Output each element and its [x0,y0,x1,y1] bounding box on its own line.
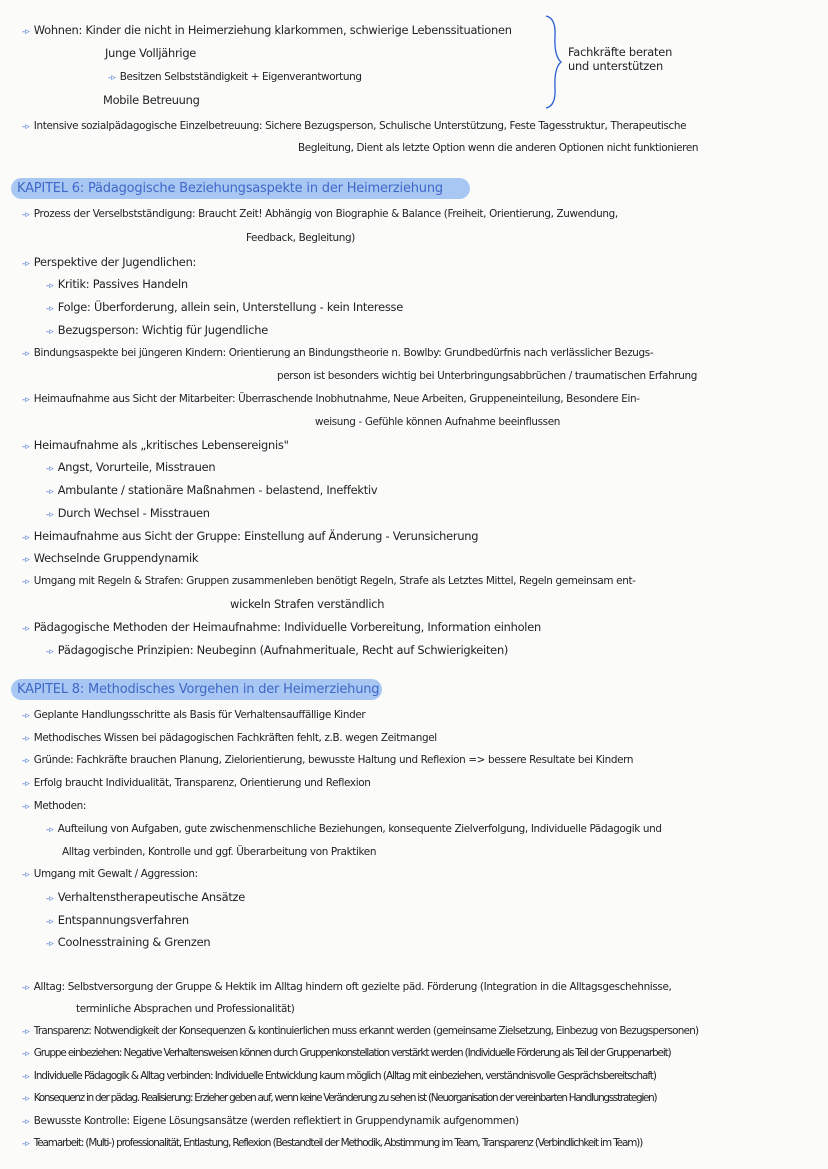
k8-line [22,980,671,996]
note-text: Kritik: Passives Handeln [57,277,188,291]
note-text: Transparenz: Notwendigkeit der Konsequenzen & kontinuierlichen muss erkannt werden (gemeinsame Zielsetzung, Einbezug von Bezugspersonen) [33,1025,699,1037]
note-text: Wohnen: Kinder die nicht in Heimerziehung klarkommen, schwierige Lebenssituationen [33,23,512,37]
note-text: Angst, Vorurteile, Misstrauen [57,460,216,474]
k6-line [22,438,289,455]
k6-line [46,277,188,294]
k6-line [46,460,215,477]
note-text: Feedback, Begleitung) [246,232,355,244]
k6-line [246,231,355,246]
note-text: Aufteilung von Aufgaben, gute zwischenmenschliche Beziehungen, konsequente Zielverfolgung, Individuelle Pädagogik und [57,823,662,835]
k8-line [22,867,198,883]
k6-line [46,643,508,660]
k8-line [62,845,376,860]
arrow-bullet-icon: -▹ [22,1117,30,1127]
arrow-bullet-icon: -▹ [22,1139,30,1149]
note-text: Durch Wechsel - Misstrauen [57,506,210,520]
arrow-bullet-icon: -▹ [22,983,30,993]
note-text: Bezugsperson: Wichtig für Jugendliche [57,323,268,337]
note-text: Verhaltenstherapeutische Ansätze [57,890,246,904]
arrow-bullet-icon: -▹ [22,395,30,405]
arrow-bullet-icon: -▹ [22,349,30,359]
note-text: wickeln Strafen verständlich [230,597,385,611]
note-text: Teamarbeit: (Multi-) professionalität, Entlastung, Reflexion (Bestandteil der Methodik, Abstimmung im Team, Transparenz (Verbindlichkeit im Team)) [33,1137,643,1149]
arrow-bullet-icon: -▹ [22,1049,30,1059]
arrow-bullet-icon: -▹ [22,442,30,452]
arrow-bullet-icon: -▹ [22,624,30,634]
note-text: Besitzen Selbstständigkeit + Eigenverantwortung [119,71,362,83]
arrow-bullet-icon: -▹ [22,756,30,766]
arrow-bullet-icon: -▹ [22,1094,30,1104]
arrow-bullet-icon: -▹ [46,487,54,497]
brace-note: Fachkräfte beraten und unterstützen [568,45,673,73]
note-text: Bindungsaspekte bei jüngeren Kindern: Orientierung an Bindungstheorie n. Bowlby: Grundbedürfnis nach verlässlicher Bezugs- [33,347,654,359]
note-text: Entspannungsverfahren [57,913,189,927]
arrow-bullet-icon: -▹ [46,327,54,337]
k8-line [46,913,189,930]
k8-line [46,822,662,838]
note-text: Konsequenz in der pädag. Realisierung: Erzieher geben auf, wenn keine Veränderung zu sehen ist (Neuorganisation der vereinbarten Handlungsstrategien) [33,1092,657,1104]
k6-line [230,597,384,612]
note-text: Gründe: Fachkräfte brauchen Planung, Zielorientierung, bewusste Haltung und Reflexion => bessere Resultate bei Kindern [33,754,634,766]
arrow-bullet-icon: -▹ [22,577,30,587]
note-line-junge [105,46,196,61]
note-text: Pädagogische Prinzipien: Neubeginn (Aufnahmerituale, Recht auf Schwierigkeiten) [57,643,509,657]
k8-line [46,935,210,952]
k6-line [22,255,196,272]
note-text: weisung - Gefühle können Aufnahme beeinflussen [315,416,561,428]
k6-line [22,529,478,546]
arrow-bullet-icon: -▹ [22,259,30,269]
note-line-wohnen [22,23,542,40]
k8-line [22,1091,656,1107]
arrow-bullet-icon: -▹ [46,510,54,520]
arrow-bullet-icon: -▹ [22,802,30,812]
note-text: Alltag: Selbstversorgung der Gruppe & Hektik im Alltag hindern oft gezielte päd. Förderung (Integration in die Alltagsgeschehnisse, [33,981,672,993]
arrow-bullet-icon: -▹ [22,711,30,721]
note-text: Begleitung, Dient als letzte Option wenn die anderen Optionen nicht funktionieren [298,142,699,154]
k8-line [22,753,633,769]
k6-line [22,551,198,568]
k6-line [22,620,541,637]
note-text: Heimaufnahme aus Sicht der Mitarbeiter: Überraschende Inobhutnahme, Neue Arbeiten, Gruppeneinteilung, Besondere Ein- [33,393,640,405]
k8-line [22,708,365,724]
arrow-bullet-icon: -▹ [22,1072,30,1082]
arrow-bullet-icon: -▹ [46,281,54,291]
note-text: Geplante Handlungsschritte als Basis für Verhaltensauffällige Kinder [33,709,366,721]
k8-line [22,1114,519,1130]
arrow-bullet-icon: -▹ [22,779,30,789]
note-line-intensive [22,119,686,135]
curly-brace-icon [542,12,564,112]
note-text: Folge: Überforderung, allein sein, Unterstellung - kein Interesse [57,300,403,314]
arrow-bullet-icon: -▹ [22,210,30,220]
note-text: Prozess der Verselbstständigung: Braucht Zeit! Abhängig von Biographie & Balance (Freiheit, Orientierung, Zuwendung, [33,208,618,220]
arrow-bullet-icon: -▹ [22,533,30,543]
k6-line [315,415,560,430]
k6-line [22,207,618,223]
arrow-bullet-icon: -▹ [46,464,54,474]
k8-line [22,1136,642,1152]
note-text: person ist besonders wichtig bei Unterbringungsabbrüchen / traumatischen Erfahrung [277,370,698,382]
arrow-bullet-icon: -▹ [22,27,30,37]
note-text: Pädagogische Methoden der Heimaufnahme: Individuelle Vorbereitung, Information einholen [33,620,541,634]
note-text: Methoden: [33,800,87,812]
note-text: Heimaufnahme aus Sicht der Gruppe: Einstellung auf Änderung - Verunsicherung [33,529,479,543]
arrow-bullet-icon: -▹ [46,304,54,314]
k8-line [46,890,245,907]
k8-line [22,1046,671,1062]
k6-line [22,574,636,590]
k8-line [76,1002,294,1017]
k6-line [46,483,377,500]
arrow-bullet-icon: -▹ [22,122,30,132]
note-line-intensive-cont [298,141,698,156]
note-text: Gruppe einbeziehen: Negative Verhaltensweisen können durch Gruppenkonstellation verstärkt werden (Individuelle Förderung als Teil der Gruppenarbeit) [33,1047,671,1059]
arrow-bullet-icon: -▹ [46,917,54,927]
arrow-bullet-icon: -▹ [22,734,30,744]
note-text: Erfolg braucht Individualität, Transparenz, Orientierung und Reflexion [33,777,371,789]
k8-line [22,776,370,792]
arrow-bullet-icon: -▹ [46,825,54,835]
note-line-besitzen [108,70,362,86]
note-text: Wechselnde Gruppendynamik [33,551,199,565]
k6-line [22,392,640,408]
arrow-bullet-icon: -▹ [108,73,116,83]
note-text: Bewusste Kontrolle: Eigene Lösungsansätze (werden reflektiert in Gruppendynamik aufgenommen) [33,1115,519,1127]
note-text: Alltag verbinden, Kontrolle und ggf. Überarbeitung von Praktiken [62,846,377,858]
note-text: Heimaufnahme als „kritisches Lebensereignis" [33,438,289,452]
k8-line [22,799,86,815]
chapter-8-heading: KAPITEL 8: Methodisches Vorgehen in der Heimerziehung [17,682,380,697]
k6-line [46,506,210,523]
note-text: Methodisches Wissen bei pädagogischen Fachkräften fehlt, z.B. wegen Zeitmangel [33,732,437,744]
k8-line [22,731,437,747]
arrow-bullet-icon: -▹ [22,870,30,880]
note-text: Intensive sozialpädagogische Einzelbetreuung: Sichere Bezugsperson, Schulische Unterstützung, Feste Tagesstruktur, Therapeutische [33,120,687,132]
note-text: Umgang mit Regeln & Strafen: Gruppen zusammenleben benötigt Regeln, Strafe als Letztes Mittel, Regeln gemeinsam ent- [33,575,636,587]
arrow-bullet-icon: -▹ [22,555,30,565]
note-text: terminliche Absprachen und Professionalität) [76,1003,295,1015]
arrow-bullet-icon: -▹ [22,1027,30,1037]
k6-line [277,369,697,384]
k8-line [22,1069,656,1085]
arrow-bullet-icon: -▹ [46,939,54,949]
note-line-mobile [103,93,200,108]
chapter-6-heading: KAPITEL 6: Pädagogische Beziehungsaspekte in der Heimerziehung [17,181,443,196]
arrow-bullet-icon: -▹ [46,894,54,904]
k6-line [22,346,653,362]
note-text: Individuelle Pädagogik & Alltag verbinden: Individuelle Entwicklung kaum möglich (Alltag mit einbeziehen, verständnisvolle Gesprächsbereitschaft) [33,1070,656,1082]
note-text: Perspektive der Jugendlichen: [33,255,197,269]
k6-line [46,323,268,340]
note-text: Junge Volljährige [105,46,197,60]
note-text: Coolnesstraining & Grenzen [57,935,211,949]
note-text: Ambulante / stationäre Maßnahmen - belastend, Ineffektiv [57,483,378,497]
note-text: Umgang mit Gewalt / Aggression: [33,868,198,880]
k8-line [22,1024,698,1040]
k6-line [46,300,403,317]
note-text: Mobile Betreuung [103,93,200,107]
arrow-bullet-icon: -▹ [46,647,54,657]
